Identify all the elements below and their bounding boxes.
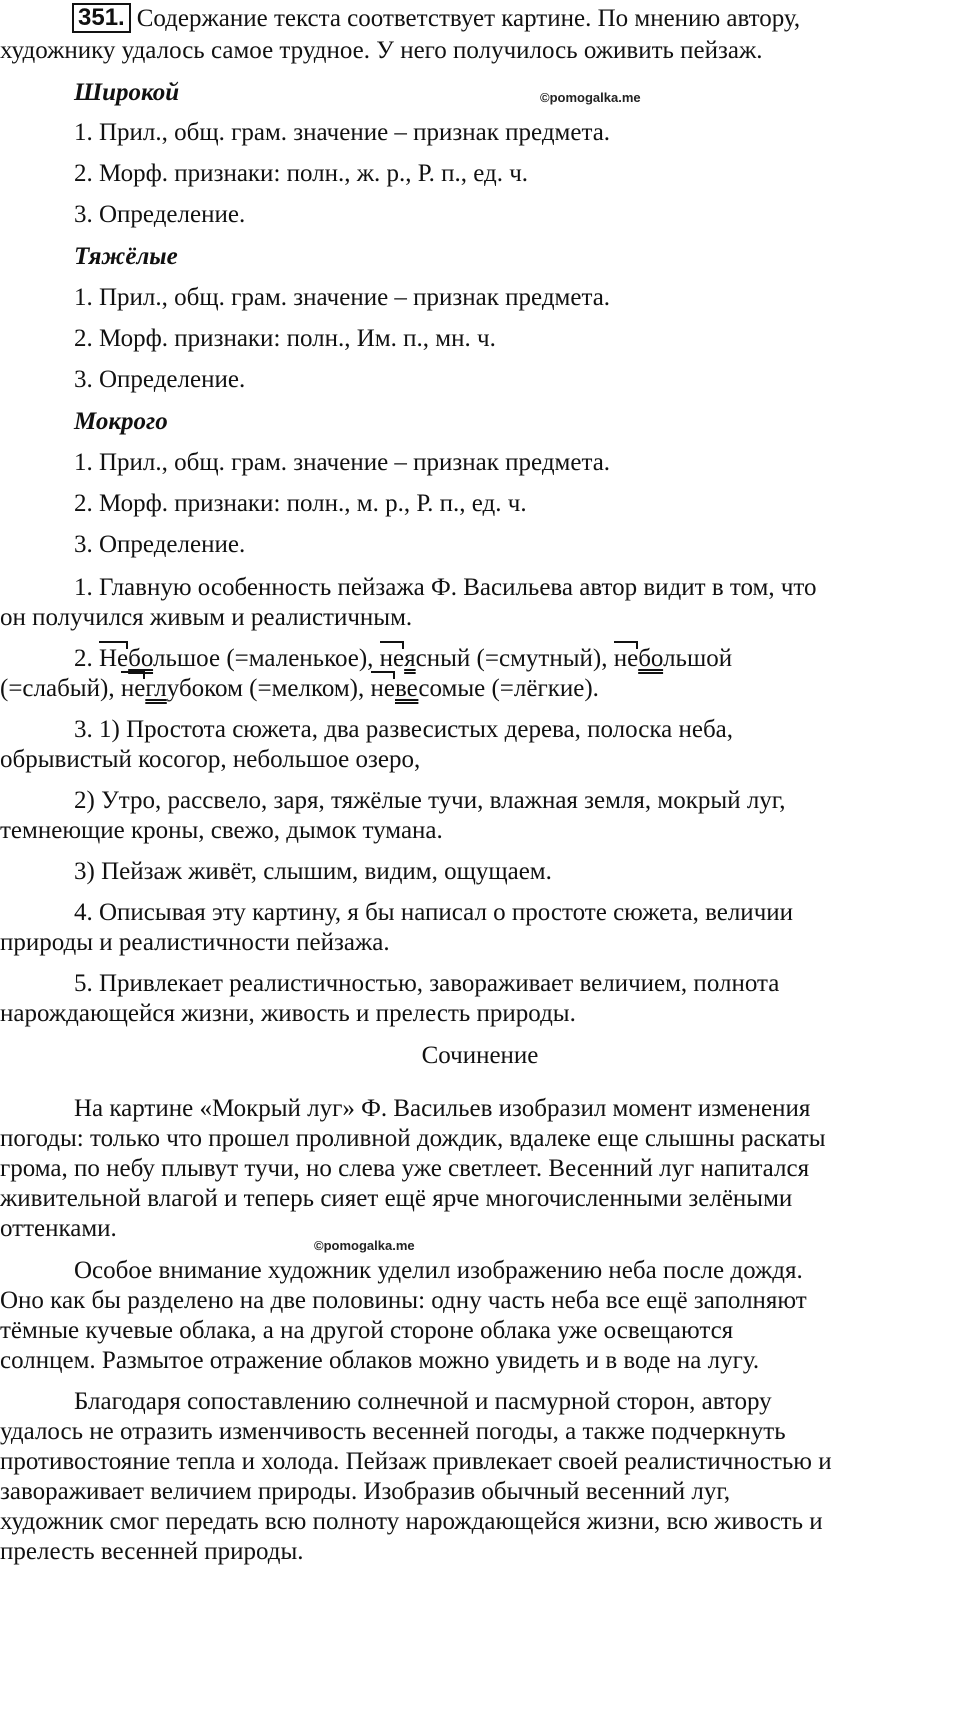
word-title: Мокрого bbox=[74, 408, 168, 435]
morpheme-word bbox=[614, 645, 732, 672]
prefix-mark: не bbox=[370, 675, 395, 702]
answer-3b-line-2: темнеющие кроны, свежо, дымок тумана. bbox=[0, 817, 443, 844]
essay-p1-line: оттенками. bbox=[0, 1215, 117, 1242]
morpheme-word bbox=[121, 675, 371, 702]
root-mark: бо bbox=[638, 645, 664, 672]
essay-p1-line: На картине «Мокрый луг» Ф. Васильев изобразил момент изменения bbox=[74, 1095, 811, 1122]
answer-2-line-1 bbox=[74, 644, 732, 674]
root-mark: я bbox=[404, 645, 416, 672]
answer-3c: 3) Пейзаж живёт, слышим, видим, ощущаем. bbox=[74, 858, 552, 885]
word-item: 2. Морф. признаки: полн., Им. п., мн. ч. bbox=[74, 325, 496, 352]
header-text-2: художнику удалось самое трудное. У него получилось оживить пейзаж. bbox=[0, 37, 763, 64]
word-item: 3. Определение. bbox=[74, 366, 246, 393]
word-rest: льшой bbox=[663, 645, 733, 672]
essay-p3-line: удалось не отразить изменчивость весенней погоды, а также подчеркнуть bbox=[0, 1418, 786, 1445]
essay-p3-line: Благодаря сопоставлению солнечной и пасмурной сторон, автору bbox=[74, 1388, 772, 1415]
essay-p3-line: завораживает величием природы. Изобразив обычный весенний луг, bbox=[0, 1478, 731, 1505]
answer-2-lead-2: (=слабый), bbox=[0, 675, 121, 702]
prefix-mark: Не bbox=[99, 645, 129, 672]
word-item: 1. Прил., общ. грам. значение – признак предмета. bbox=[74, 449, 611, 476]
word-item: 3. Определение. bbox=[74, 531, 246, 558]
word-title: Тяжёлые bbox=[74, 243, 178, 270]
answer-5-line-2: нарождающейся жизни, живость и прелесть природы. bbox=[0, 1000, 576, 1027]
morpheme-word bbox=[380, 645, 614, 672]
word-title: Широкой bbox=[74, 79, 180, 106]
answer-4-line-2: природы и реалистичности пейзажа. bbox=[0, 929, 390, 956]
essay-p3-line: художник смог передать всю полноту нарождающейся жизни, всю живость и bbox=[0, 1508, 823, 1535]
morpheme-word bbox=[99, 645, 380, 672]
essay-p1-line: погоды: только что прошел проливной дождик, вдалеке еще слышны раскаты bbox=[0, 1125, 826, 1152]
root-mark: ве bbox=[395, 675, 419, 702]
essay-p2-line: тёмные кучевые облака, а на другой стороне облака уже освещаются bbox=[0, 1317, 734, 1344]
essay-p3-line: прелесть весенней природы. bbox=[0, 1538, 304, 1565]
answer-3b-line-1: 2) Утро, рассвело, заря, тяжёлые тучи, влажная земля, мокрый луг, bbox=[74, 787, 786, 814]
essay-p1-line: грома, по небу плывут тучи, но слева уже светлеет. Весенний луг напитался bbox=[0, 1155, 810, 1182]
essay-p2-line: Оно как бы разделено на две половины: одну часть неба все ещё заполняют bbox=[0, 1287, 807, 1314]
word-item: 1. Прил., общ. грам. значение – признак предмета. bbox=[74, 284, 611, 311]
answer-2-lead: 2. bbox=[74, 645, 99, 672]
essay-p2-line: солнцем. Размытое отражение облаков можно увидеть и в воде на лугу. bbox=[0, 1347, 760, 1374]
watermark: ©pomogalka.me bbox=[314, 1238, 415, 1253]
word-item: 3. Определение. bbox=[74, 201, 246, 228]
root-mark: бо bbox=[128, 645, 154, 672]
word-item: 1. Прил., общ. грам. значение – признак предмета. bbox=[74, 119, 611, 146]
answer-3-line-1: 3. 1) Простота сюжета, два развесистых дерева, полоска неба, bbox=[74, 716, 734, 743]
essay-p2-line: Особое внимание художник уделил изображению неба после дождя. bbox=[74, 1257, 803, 1284]
answer-1-line-2: он получился живым и реалистичным. bbox=[0, 604, 413, 631]
header-text-1: Содержание текста соответствует картине. По мнению автору, bbox=[136, 5, 801, 32]
essay-p3-line: противостояние тепла и холода. Пейзаж привлекает своей реалистичностью и bbox=[0, 1448, 832, 1475]
exercise-header-line-1 bbox=[72, 4, 800, 34]
word-rest: льшое (=маленькое), bbox=[153, 645, 380, 672]
word-item: 2. Морф. признаки: полн., м. р., Р. п., ед. ч. bbox=[74, 490, 527, 517]
root-mark: гл bbox=[145, 675, 167, 702]
word-item: 2. Морф. признаки: полн., ж. р., Р. п., ед. ч. bbox=[74, 160, 529, 187]
answer-2-line-2 bbox=[0, 674, 599, 704]
answer-1-line-1: 1. Главную особенность пейзажа Ф. Васильева автор видит в том, что bbox=[74, 574, 817, 601]
word-rest: сный (=смутный), bbox=[415, 645, 614, 672]
morpheme-word bbox=[371, 675, 599, 702]
watermark: ©pomogalka.me bbox=[540, 90, 641, 105]
answer-5-line-1: 5. Привлекает реалистичностью, завораживает величием, полнота bbox=[74, 970, 780, 997]
exercise-number: 351. bbox=[72, 3, 131, 33]
prefix-mark: не bbox=[613, 645, 639, 672]
answer-4-line-1: 4. Описывая эту картину, я бы написал о простоте сюжета, величии bbox=[74, 899, 794, 926]
essay-p1-line: живительной влагой и теперь сияет ещё ярче многочисленными зелёными bbox=[0, 1185, 793, 1212]
prefix-mark: не bbox=[379, 645, 405, 672]
answer-3-line-2: обрывистый косогор, небольшое озеро, bbox=[0, 746, 421, 773]
word-rest: сомые (=лёгкие). bbox=[418, 675, 599, 702]
essay-title: Сочинение bbox=[421, 1042, 539, 1069]
prefix-mark: не bbox=[120, 675, 146, 702]
word-rest: убоком (=мелком), bbox=[166, 675, 371, 702]
